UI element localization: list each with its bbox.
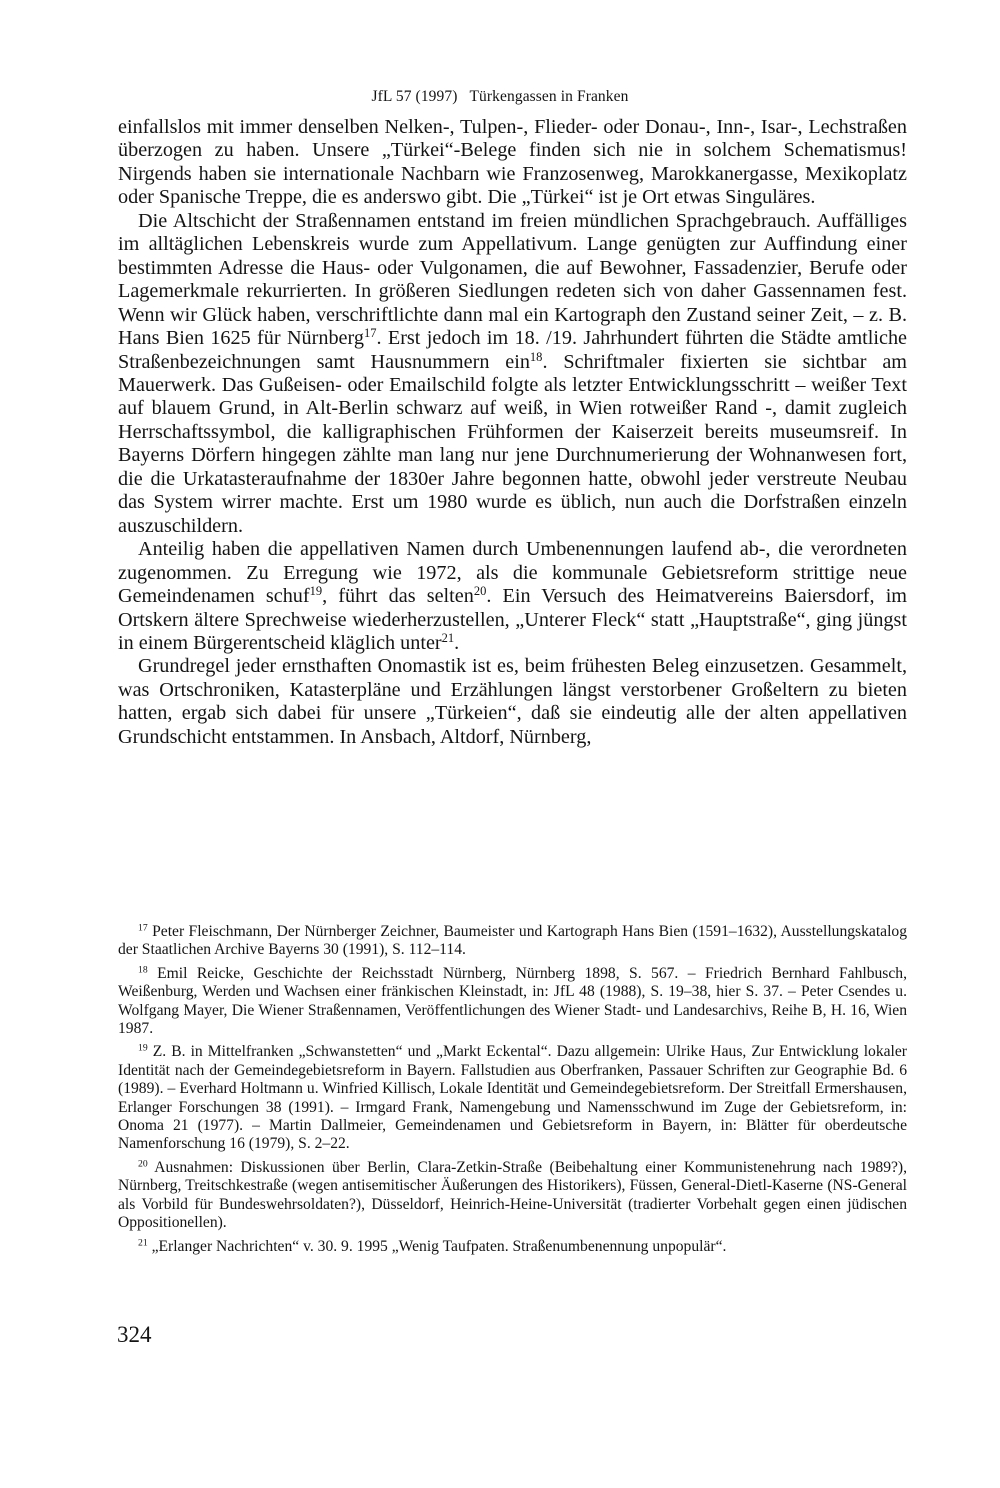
paragraph-text: Grundregel jeder ernsthaften Onomastik ist es, beim frühesten Beleg einzusetzen. Gesammelt, was Ortschroniken, Katasterpläne und Erzählungen längst verstorbener Großeltern zu bieten hatten, ergab sich dabei für unsere „Türkeien“, daß sie eindeutig alle der alten appellativen Grundschicht entstammen. In Ansbach, Altdorf, Nürnberg, — [118, 655, 907, 748]
running-head — [0, 88, 1000, 106]
footnote-reference[interactable]: 17 — [363, 326, 377, 341]
footnote-text: Peter Fleischmann, Der Nürnberger Zeichner, Baumeister und Kartograph Hans Bien (1591–1632), Ausstellungskatalog der Staatlichen Archive Bayerns 30 (1991), S. 112–114. — [118, 923, 908, 959]
footnote-reference[interactable]: 18 — [529, 349, 543, 364]
footnote — [118, 965, 907, 1039]
paragraph-text: , führt das selten — [322, 585, 474, 608]
paragraph-text: einfallslos mit immer denselben Nelken-, Tulpen-, Flieder- oder Donau-, Inn-, Isar-, Lechstraßen überzogen zu haben. Unsere „Türkei“-Belege finden sich nie in solchem Schematismus! Nirgends haben sie internationale Nachbarn wie Franzosenweg, Marokkanergasse, Mexikoplatz oder Spanische Treppe, die es anderswo gibt. Die „Türkei“ ist je Ort etwas Singuläres. — [118, 116, 907, 209]
footnote-number: 18 — [138, 964, 148, 976]
paragraph-text: Anteilig haben die appellativen Namen durch Umbenennungen laufend ab-, die verordneten zugenommen. Zu Erregung wie 1972, als die kommunale Gebietsreform strittige neue Gemeindenamen schuf — [118, 538, 907, 608]
footnote — [118, 1238, 907, 1256]
body-text — [118, 116, 907, 749]
footnote — [118, 923, 907, 960]
footnote — [118, 1043, 907, 1153]
body-paragraph — [118, 210, 907, 538]
footnote-number: 19 — [138, 1043, 148, 1055]
paragraph-text: . Erst jedoch im 18. /19. Jahrhundert führten die Städte amtliche Straßenbezeichnungen samt Hausnummern ein — [118, 327, 908, 373]
footnote-text: Z. B. in Mittelfranken „Schwanstetten“ und „Markt Eckental“. Dazu allgemein: Ulrike Haus, Zur Entwicklung lokaler Identität nach der Gemeindegebietsreform in Bayern. Fallstudien aus Oberfranken, Passauer Schriften zur Geographie Bd. 6 (1989). – Everhard Holtmann u. Winfried Killisch, Lokale Identität und Gemeindegebietsreform. Der Streitfall Ermershausen, Erlanger Forschungen 38 (1991). – Irmgard Frank, Namengebung und Namensschwund im Zuge der Gebietsreform, in: Onoma 21 (1977). – Martin Dallmeier, Gemeindenamen und Gebietsreform in Bayern, in: Blätter für oberdeutsche Namenforschung 16 (1979), S. 2–22. — [118, 1043, 907, 1153]
footnote-number: 17 — [138, 922, 148, 934]
running-head-journal: JfL 57 (1997) — [371, 88, 458, 105]
paragraph-text: Die Altschicht der Straßennamen entstand im freien mündlichen Sprachgebrauch. Auffälliges im alltäglichen Lebenskreis wurde zum Appellativum. Lange genügten zur Auffindung einer bestimmten Adresse die Haus- oder Vulgonamen, die auf Bewohner, Fassadenzier, Berufe oder Lagemerkmale rekurrierten. In größeren Siedlungen redeten sich von daher Gassennamen fest. Wenn wir Glück haben, verschriftlichte dann mal ein Kartograph den Zustand seiner Zeit, – z. B. Hans Bien 1625 für Nürnberg — [118, 209, 907, 350]
footnotes — [118, 923, 907, 1261]
body-paragraph — [118, 655, 907, 749]
paragraph-text: . Schriftmaler fixierten sie sichtbar am Mauerwerk. Das Gußeisen- oder Emailschild folgte als letzter Entwicklungsschritt – weißer Text auf blauem Grund, in Alt-Berlin schwarz auf weiß, in Wien rotweißer Rand -, damit zugleich Herrschaftssymbol, die kalligraphischen Frühformen der Kaiserzeit bereits museumsreif. In Bayerns Dörfern hingegen zählte man lang nur jene Durchnumerierung der Wohnanwesen fort, die die Urkatasteraufnahme der 1830er Jahre begonnen hatte, obwohl jeder verstreute Neubau das System wirrer machte. Erst um 1980 wurde es üblich, nun auch die Dorfstraßen einzeln auszuschildern. — [118, 350, 907, 537]
body-paragraph — [118, 116, 907, 210]
page-number: 324 — [117, 1322, 152, 1347]
running-head-article-title: Türkengassen in Franken — [469, 88, 629, 105]
body-paragraph — [118, 538, 907, 655]
paragraph-text: . Ein Versuch des Heimatvereins Baiersdorf, im Ortskern ältere Sprechweise wiederherzustellen, „Unterer Fleck“ statt „Hauptstraße“, ging jüngst in einem Bürgerentscheid kläglich unter — [118, 585, 907, 654]
footnote — [118, 1159, 907, 1233]
footnote-number: 21 — [138, 1237, 148, 1249]
footnote-reference[interactable]: 19 — [309, 584, 323, 599]
footnote-text: Ausnahmen: Diskussionen über Berlin, Clara-Zetkin-Straße (Beibehaltung einer Kommunistenehrung nach 1989?), Nürnberg, Treitschkestraße (wegen antisemitischer Äußerungen des Historikers), Füssen, General-Dietl-Kaserne (NS-General als Vorbild für Bundeswehrsoldaten?), Düsseldorf, Heinrich-Heine-Universität (tradierter Vorbehalt gegen einen jüdischen Oppositionellen). — [118, 1158, 908, 1232]
footnote-number: 20 — [138, 1158, 148, 1170]
footnote-reference[interactable]: 20 — [473, 584, 487, 599]
paragraph-text: . — [454, 631, 460, 654]
footnote-text: „Erlanger Nachrichten“ v. 30. 9. 1995 „Wenig Taufpaten. Straßenumbenennung unpopulär“. — [151, 1237, 727, 1255]
footnote-reference[interactable]: 21 — [441, 631, 455, 646]
footnote-text: Emil Reicke, Geschichte der Reichsstadt Nürnberg, Nürnberg 1898, S. 567. – Friedrich Bernhard Fahlbusch, Weißenburg, Werden und Wachsen einer fränkischen Kleinstadt, in: JfL 48 (1988), S. 19–38, hier S. 37. – Peter Csendes u. Wolfgang Mayer, Die Wiener Straßennamen, Veröffentlichungen des Wiener Stadt- und Landesarchivs, Reihe B, H. 16, Wien 1987. — [118, 964, 907, 1038]
